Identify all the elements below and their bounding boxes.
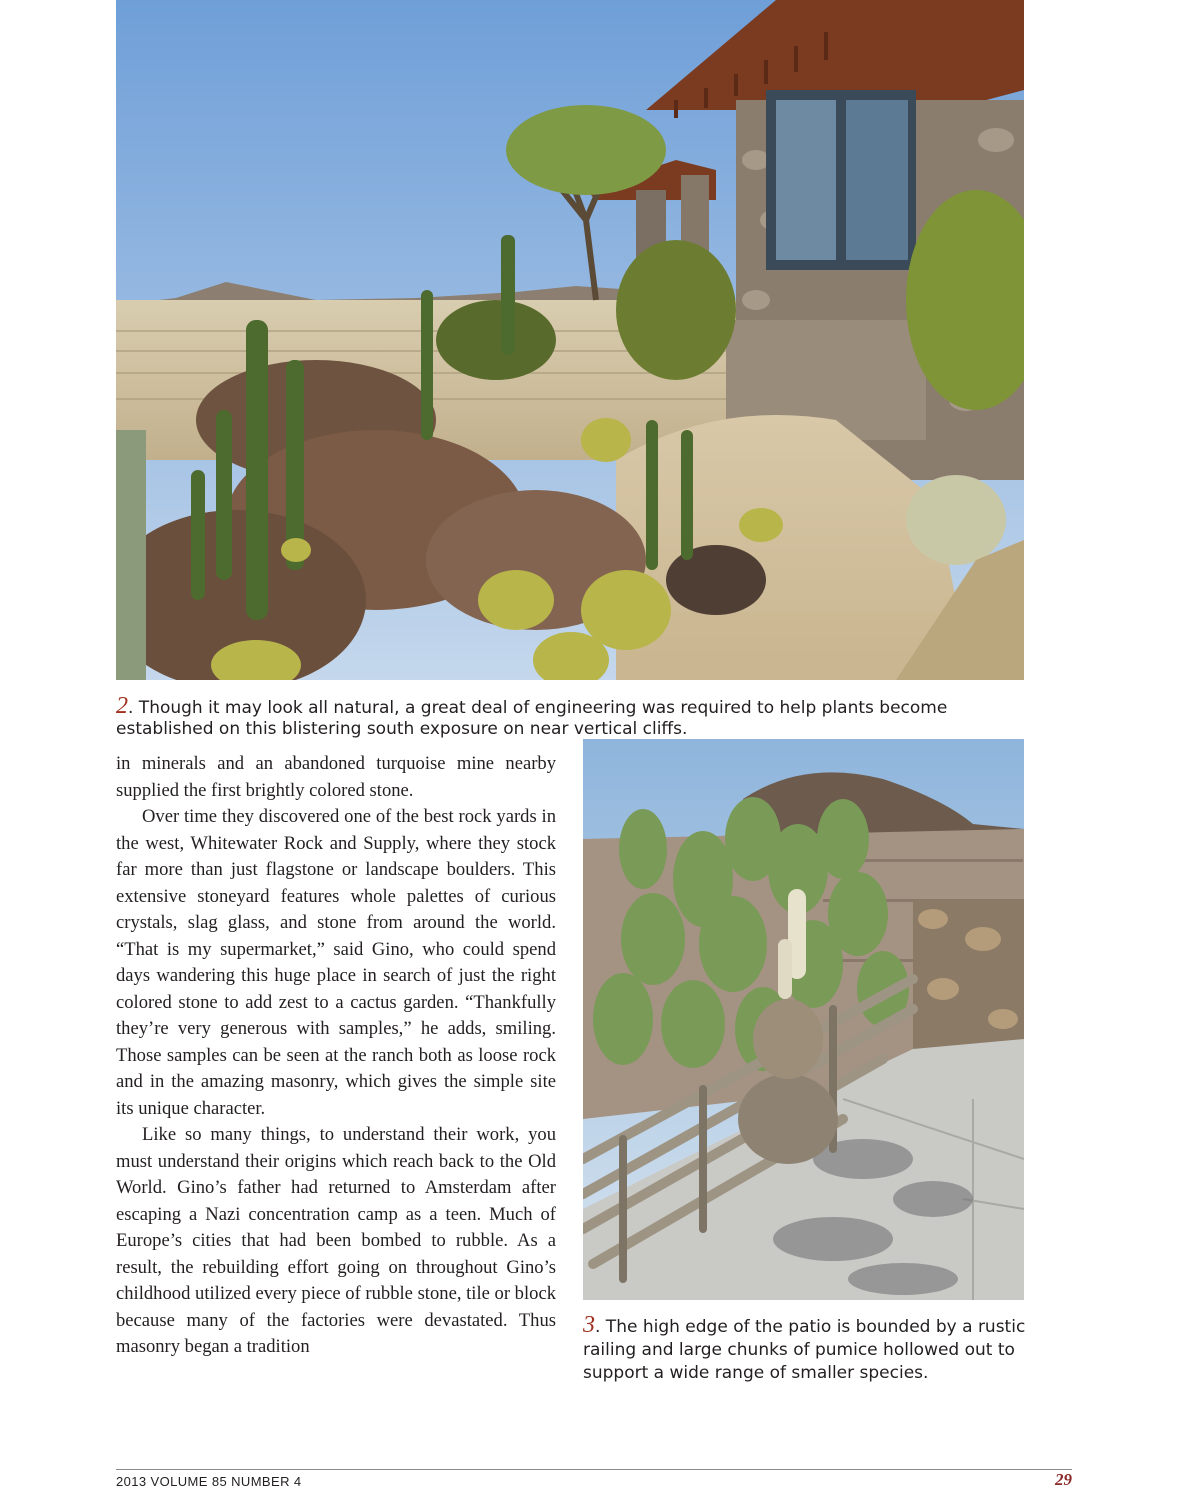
caption-text: . Though it may look all natural, a great deal of engineering was required to help plants become established on this blistering south exposure on near vertical cliffs. bbox=[116, 698, 948, 739]
article-body bbox=[116, 751, 556, 1361]
paragraph: in minerals and an abandoned turquoise mine nearby supplied the first brightly colored stone. bbox=[116, 753, 556, 801]
cactus-garden-photo bbox=[116, 0, 1024, 680]
paragraph: Over time they discovered one of the best rock yards in the west, Whitewater Rock and Supply, where they stock far more than just flagstone or landscape boulders. This extensive stoneyard features whole palettes of curious crystals, slag glass, and stone from around the world. “That is my supermarket,” said Gino, who could spend days wandering this huge place in search of just the right colored stone to add zest to a cactus garden. “Thankfully they’re very generous with samples,” he adds, smiling. Those samples can be seen at the ranch both as loose rock and in the amazing masonry, which gives the simple site its unique character. bbox=[116, 806, 556, 1119]
caption-text: . The high edge of the patio is bounded by a rustic railing and large chunks of pumice hollowed out to support a wide range of smaller species. bbox=[583, 1317, 1026, 1383]
photo-caption-2 bbox=[116, 693, 1028, 740]
photo-caption-3 bbox=[583, 1314, 1033, 1385]
patio-railing-photo bbox=[583, 739, 1024, 1300]
page-number: 29 bbox=[1055, 1470, 1072, 1489]
issue-info: 2013 VOLUME 85 NUMBER 4 bbox=[116, 1474, 302, 1489]
paragraph: Like so many things, to understand their work, you must understand their origins which reach back to the Old World. Gino’s father had returned to Amsterdam after escaping a Nazi concentration camp as a teen. Much of Europe’s cities that had been bombed to rubble. As a result, the rebuilding effort going on throughout Gino’s childhood utilized every piece of rubble stone, tile or block because many of the factories were devastated. Thus masonry began a tradition bbox=[116, 1124, 556, 1357]
caption-number: 2 bbox=[116, 693, 128, 719]
footer-rule bbox=[116, 1469, 1072, 1470]
caption-number: 3 bbox=[583, 1312, 595, 1338]
